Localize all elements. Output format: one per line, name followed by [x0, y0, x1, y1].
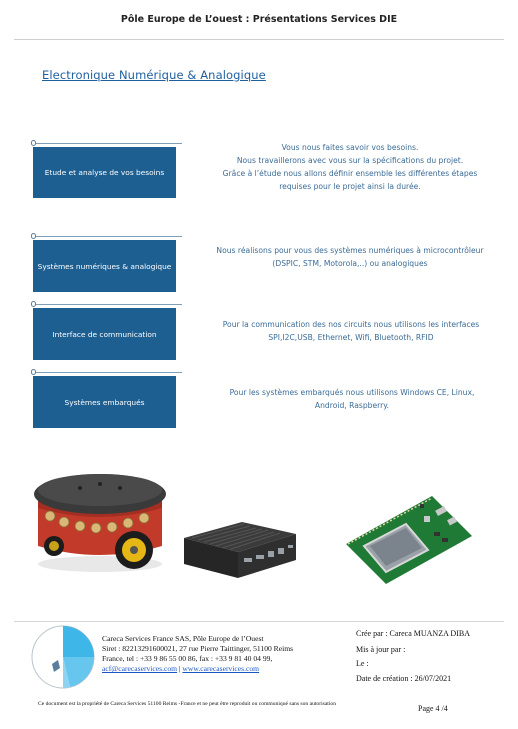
service-description-embedded	[214, 386, 490, 412]
service-description-study	[210, 141, 490, 193]
service-description-interface	[210, 318, 492, 344]
updated-date: Le :	[356, 659, 369, 668]
mobile-robot-photo	[24, 460, 172, 578]
box-curl-decoration	[31, 140, 36, 146]
box-top-line	[36, 143, 182, 144]
footer-address-1: Siret : 82213291600021, 27 rue Pierre Taittinger, 51100 Reims	[102, 644, 294, 653]
page-number: Page 4 /4	[418, 704, 448, 713]
box-curl-decoration	[31, 301, 36, 307]
dev-board-photo	[336, 488, 478, 590]
company-logo	[30, 624, 96, 690]
creation-date: Date de création : 26/07/2021	[356, 674, 452, 683]
service-box-digital: Systèmes numériques & analogique	[33, 240, 176, 292]
embedded-pc-photo	[178, 498, 300, 584]
header-divider	[14, 39, 504, 40]
service-description-text: Nous réalisons pour vous des systèmes numériques à microcontrôleur (DSPIC, STM, Motorola,..) ou analogiques	[216, 246, 484, 268]
box-top-line	[36, 304, 182, 305]
service-box-interface: Interface de communication	[33, 308, 176, 360]
box-top-line	[36, 236, 182, 237]
service-box-embedded: Systèmes embarqués	[33, 376, 176, 428]
email-link[interactable]: acf@carecaservices.com	[102, 664, 178, 673]
footer-divider	[14, 621, 504, 622]
website-link[interactable]: www.carecaservices.com	[182, 664, 260, 673]
box-curl-decoration	[31, 369, 36, 375]
service-description-text: Vous nous faites savoir vos besoins. Nous travaillerons avec vous sur la spécifications du projet. Grâce à l’étude nous allons définir ensemble les différentes étapes requises pour le projet ainsi la durée.	[222, 143, 478, 191]
property-notice: Ce document est la propriété de Careca Services 51100 Reims -France et ne peut être reproduit ou communiqué sans son autorisation	[37, 701, 337, 707]
service-description-digital	[214, 244, 486, 270]
service-description-text: Pour les systèmes embarqués nous utilisons Windows CE, Linux, Android, Raspberry.	[229, 388, 475, 410]
service-box-study: Etude et analyse de vos besoins	[33, 147, 176, 198]
footer-company-name: Careca Services France SAS, Pôle Europe de l’Ouest	[102, 634, 264, 643]
footer-links	[102, 664, 342, 674]
section-title: Electronique Numérique & Analogique	[42, 68, 266, 82]
document-header: Pôle Europe de L’ouest : Présentations Services DIE	[120, 14, 398, 25]
created-by: Crée par : Careca MUANZA DIBA	[356, 629, 470, 638]
box-top-line	[36, 372, 182, 373]
footer-address-2: France, tel : +33 9 86 55 00 86, fax : +33 9 81 40 04 99,	[102, 654, 273, 663]
service-description-text: Pour la communication des nos circuits nous utilisons les interfaces SPI,I2C,USB, Ethernet, Wifi, Bluetooth, RFID	[222, 320, 480, 342]
footer-company-info	[102, 634, 342, 674]
box-curl-decoration	[31, 233, 36, 239]
updated-by: Mis à jour par :	[356, 645, 406, 654]
link-separator: |	[177, 664, 183, 673]
